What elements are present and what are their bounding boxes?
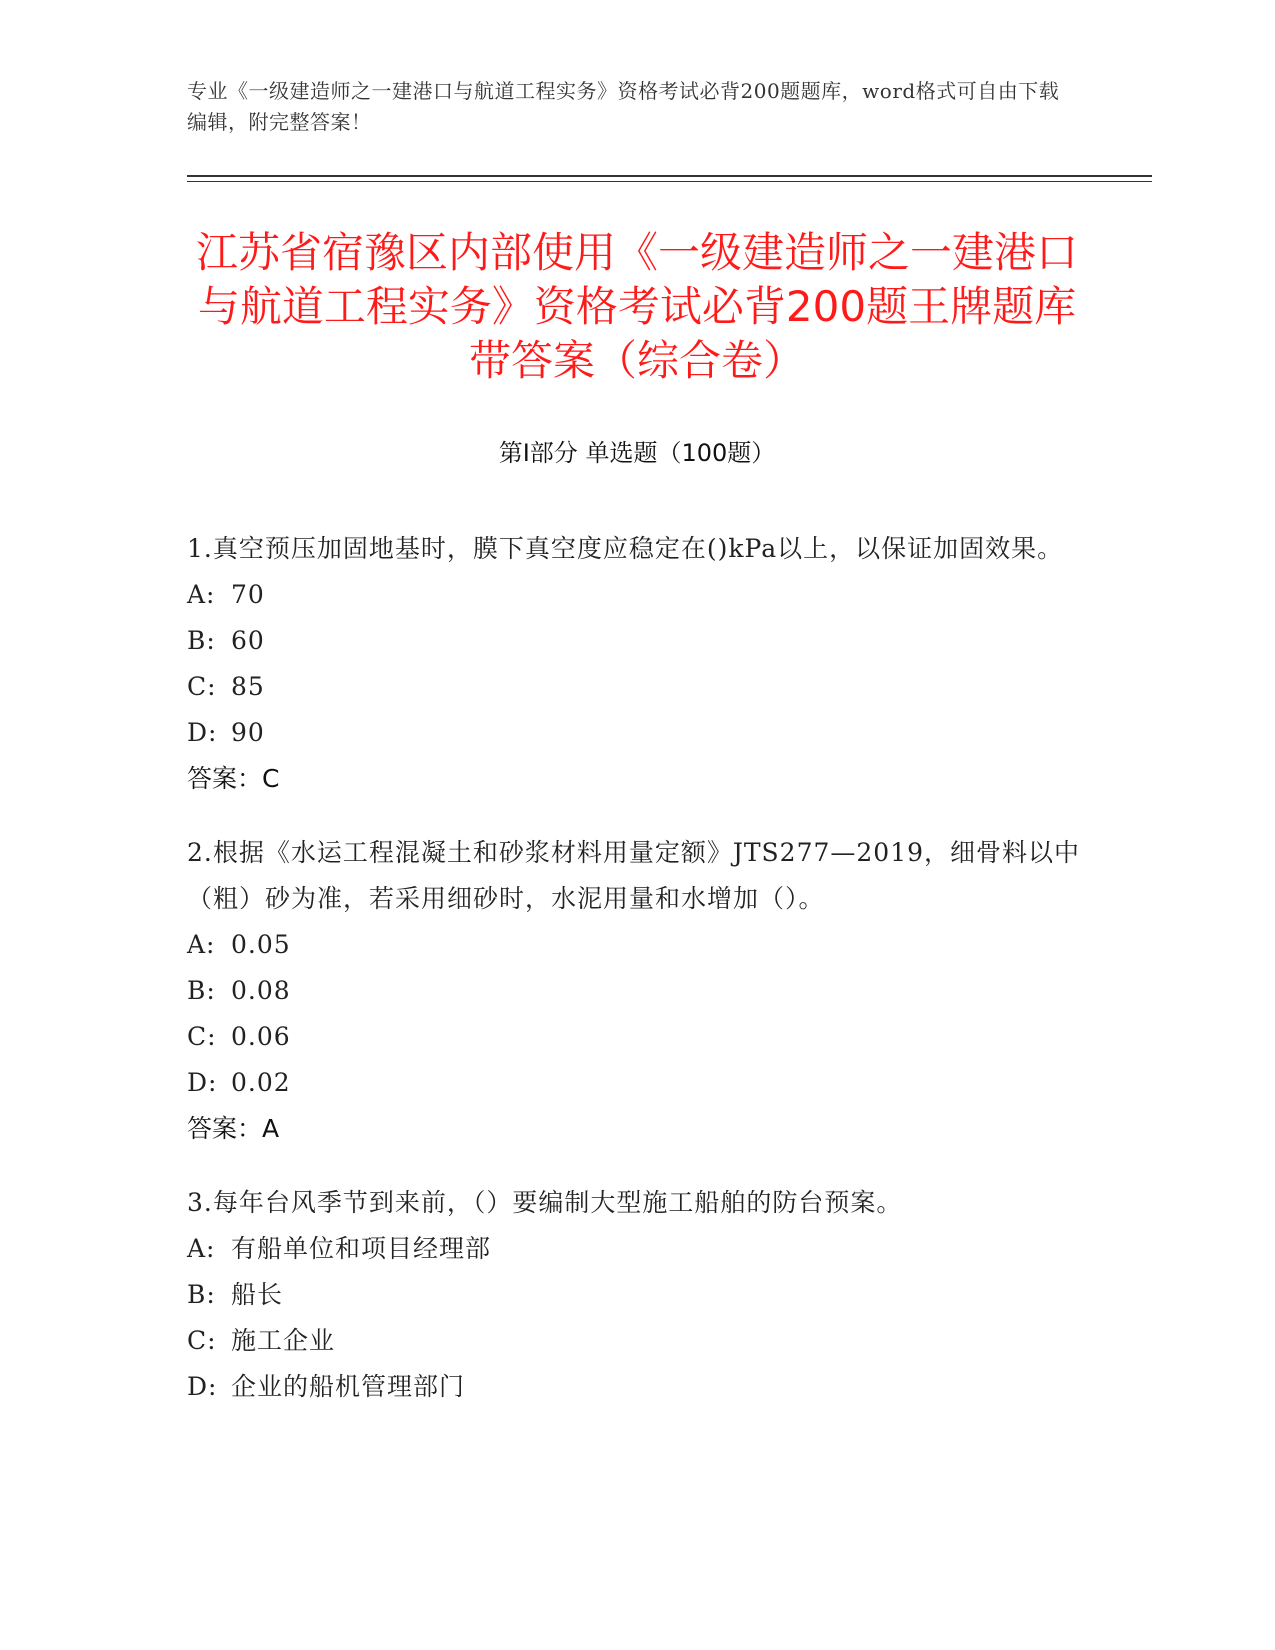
option-d xyxy=(187,1364,1087,1410)
option-key: C: xyxy=(187,1022,217,1051)
option-b xyxy=(187,968,1087,1014)
question-stem: 1.真空预压加固地基时，膜下真空度应稳定在()kPa以上，以保证加固效果。 xyxy=(187,534,1064,563)
document-title: 江苏省宿豫区内部使用《一级建造师之一建港口与航道工程实务》资格考试必背200题王牌题库带答案（综合卷） xyxy=(195,228,1078,385)
option-a xyxy=(187,572,1087,618)
option-key: C: xyxy=(187,672,217,701)
header-divider-thin xyxy=(187,181,1152,182)
option-key: D: xyxy=(187,1068,218,1097)
option-text: 90 xyxy=(231,718,265,747)
option-text: 0.05 xyxy=(231,930,291,959)
option-text: 0.08 xyxy=(231,976,291,1005)
option-text: 85 xyxy=(231,672,265,701)
header-divider-thick xyxy=(187,175,1152,177)
option-key: D: xyxy=(187,1372,218,1401)
option-d xyxy=(187,1060,1087,1106)
answer-line: 答案：C xyxy=(187,764,280,793)
option-text: 0.02 xyxy=(231,1068,291,1097)
section-title: 第I部分 单选题（100题） xyxy=(498,439,776,467)
option-d xyxy=(187,710,1087,756)
option-c xyxy=(187,1014,1087,1060)
option-key: C: xyxy=(187,1326,217,1355)
question-stem: 2.根据《水运工程混凝土和砂浆材料用量定额》JTS277—2019，细骨料以中（粗）砂为准，若采用细砂时，水泥用量和水增加（）。 xyxy=(187,838,1081,913)
option-a xyxy=(187,922,1087,968)
option-text: 0.06 xyxy=(231,1022,291,1051)
option-key: A: xyxy=(187,930,216,959)
option-a xyxy=(187,1226,1087,1272)
answer-line: 答案：A xyxy=(187,1114,280,1143)
option-c xyxy=(187,664,1087,710)
option-b xyxy=(187,618,1087,664)
option-text: 企业的船机管理部门 xyxy=(231,1372,466,1401)
header-note: 专业《一级建造师之一建港口与航道工程实务》资格考试必背200题题库，word格式可自由下载编辑，附完整答案！ xyxy=(187,79,1060,134)
question-stem: 3.每年台风季节到来前，（）要编制大型施工船舶的防台预案。 xyxy=(187,1188,903,1217)
question-1 xyxy=(187,526,1087,802)
question-list xyxy=(187,526,1087,1438)
option-text: 有船单位和项目经理部 xyxy=(231,1234,492,1263)
option-key: B: xyxy=(187,1280,216,1309)
option-key: D: xyxy=(187,718,218,747)
option-text: 60 xyxy=(231,626,265,655)
question-2 xyxy=(187,830,1087,1152)
option-b xyxy=(187,1272,1087,1318)
option-key: A: xyxy=(187,580,216,609)
option-key: B: xyxy=(187,626,216,655)
option-c xyxy=(187,1318,1087,1364)
option-key: B: xyxy=(187,976,216,1005)
option-text: 施工企业 xyxy=(231,1326,336,1355)
option-key: A: xyxy=(187,1234,216,1263)
question-3 xyxy=(187,1180,1087,1410)
option-text: 70 xyxy=(231,580,265,609)
option-text: 船长 xyxy=(231,1280,284,1309)
